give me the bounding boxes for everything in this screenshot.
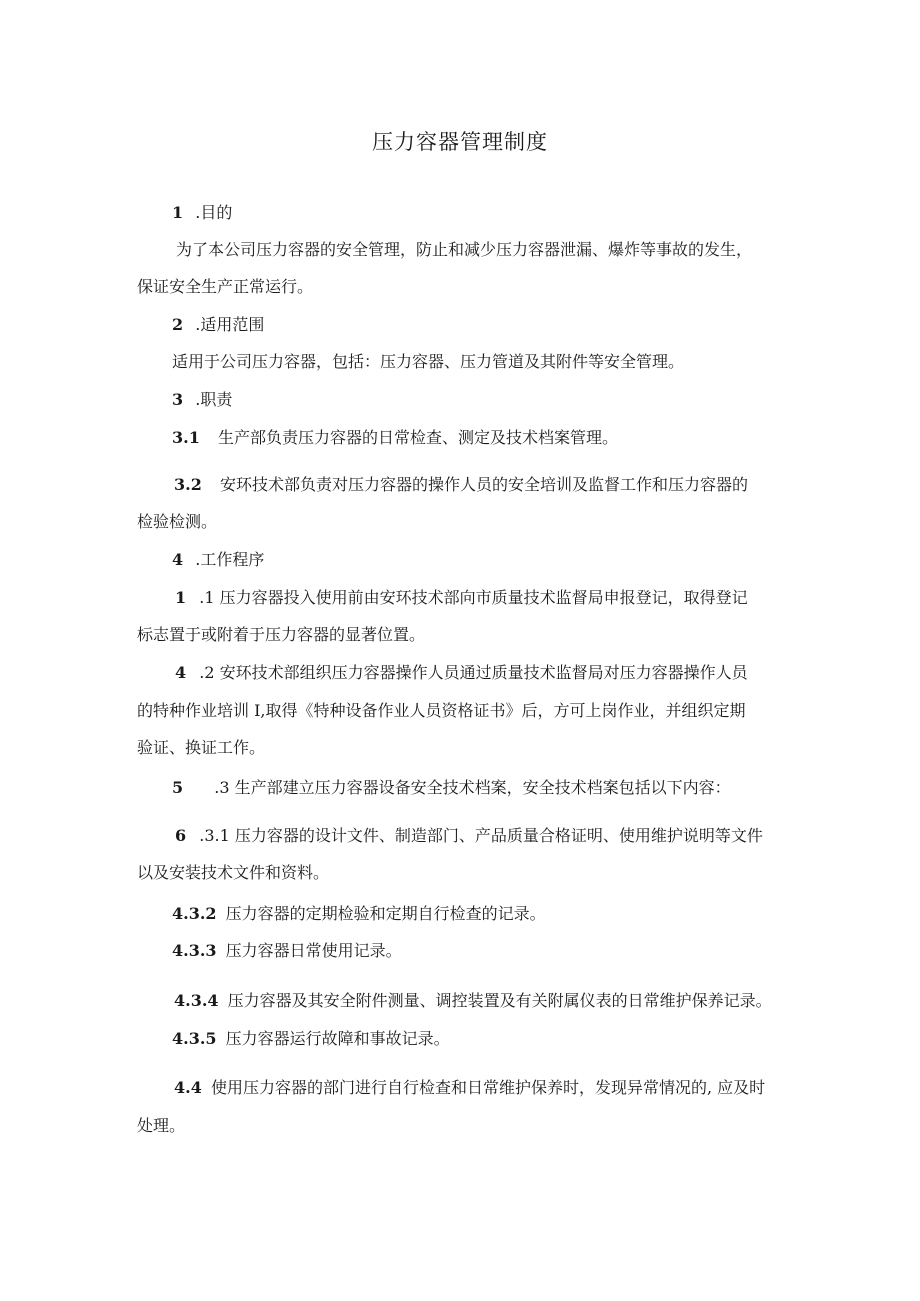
paragraph-line: 的特种作业培训 I,取得《特种设备作业人员资格证书》后，方可上岗作业，并组织定期: [137, 701, 746, 720]
clause-text: 安环技术部负责对压力容器的操作人员的安全培训及监督工作和压力容器的: [219, 475, 748, 494]
document-title: 压力容器管理制度: [372, 130, 548, 154]
clause-text: 压力容器及其安全附件测量、调控装置及有关附属仪表的日常维护保养记录。: [227, 991, 772, 1010]
section-number: 1: [172, 203, 184, 222]
section-1-heading: [172, 202, 232, 224]
clause-text: .2 安环技术部组织压力容器操作人员通过质量技术监督局对压力容器操作人员: [199, 663, 748, 682]
clause-text: 生产部负责压力容器的日常检查、测定及技术档案管理。: [217, 428, 618, 447]
clause-4-1: [175, 587, 748, 609]
paragraph-line: 适用于公司压力容器，包括：压力容器、压力管道及其附件等安全管理。: [172, 352, 685, 371]
clause-4-3-1: [175, 825, 763, 847]
clause-4-2: [175, 662, 748, 684]
clause-number: 4.4: [174, 1078, 202, 1097]
section-title: .适用范围: [195, 315, 265, 334]
clause-number: 5: [172, 778, 184, 797]
clause-4-3-3: [172, 940, 402, 962]
clause-3-1: [172, 427, 618, 449]
clause-number: 1: [175, 588, 187, 607]
clause-text: 压力容器的定期检验和定期自行检查的记录。: [225, 904, 546, 923]
clause-text: .3 生产部建立压力容器设备安全技术档案，安全技术档案包括以下内容：: [214, 778, 731, 797]
clause-4-3-2: [172, 903, 546, 925]
section-title: .目的: [195, 203, 233, 222]
clause-text: .3.1 压力容器的设计文件、制造部门、产品质量合格证明、使用维护说明等文件: [199, 826, 763, 845]
clause-number: 4.3.3: [172, 941, 217, 960]
section-4-heading: [172, 549, 264, 571]
section-number: 2: [172, 315, 184, 334]
clause-number: 3.1: [172, 428, 200, 447]
clause-text: 使用压力容器的部门进行自行检查和日常维护保养时，发现异常情况的, 应及时: [210, 1078, 766, 1097]
clause-number: 6: [175, 826, 187, 845]
clause-4-3: [172, 777, 731, 799]
clause-3-2: [174, 474, 748, 496]
clause-text: 压力容器运行故障和事故记录。: [225, 1029, 450, 1048]
clause-text: 压力容器日常使用记录。: [225, 941, 402, 960]
section-number: 3: [172, 390, 184, 409]
clause-number: 4: [175, 663, 187, 682]
clause-4-3-4: [174, 990, 772, 1012]
clause-number: 4.3.4: [174, 991, 219, 1010]
paragraph-line: 为了本公司压力容器的安全管理，防止和减少压力容器泄漏、爆炸等事故的发生，: [176, 240, 753, 259]
clause-number: 4.3.2: [172, 904, 217, 923]
clause-number: 3.2: [174, 475, 202, 494]
clause-4-4: [174, 1077, 765, 1099]
section-3-heading: [172, 389, 232, 411]
paragraph-line: 标志置于或附着于压力容器的显著位置。: [137, 625, 426, 644]
section-title: .职责: [195, 390, 233, 409]
paragraph-line: 检验检测。: [137, 512, 218, 531]
paragraph-line: 以及安装技术文件和资料。: [137, 863, 330, 882]
clause-number: 4.3.5: [172, 1029, 217, 1048]
clause-4-3-5: [172, 1028, 450, 1050]
clause-text: .1 压力容器投入使用前由安环技术部向市质量技术监督局申报登记，取得登记: [199, 588, 748, 607]
paragraph-line: 验证、换证工作。: [137, 738, 266, 757]
paragraph-line: 处理。: [137, 1116, 186, 1135]
section-title: .工作程序: [195, 550, 265, 569]
section-2-heading: [172, 314, 264, 336]
section-number: 4: [172, 550, 184, 569]
paragraph-line: 保证安全生产正常运行。: [137, 277, 314, 296]
